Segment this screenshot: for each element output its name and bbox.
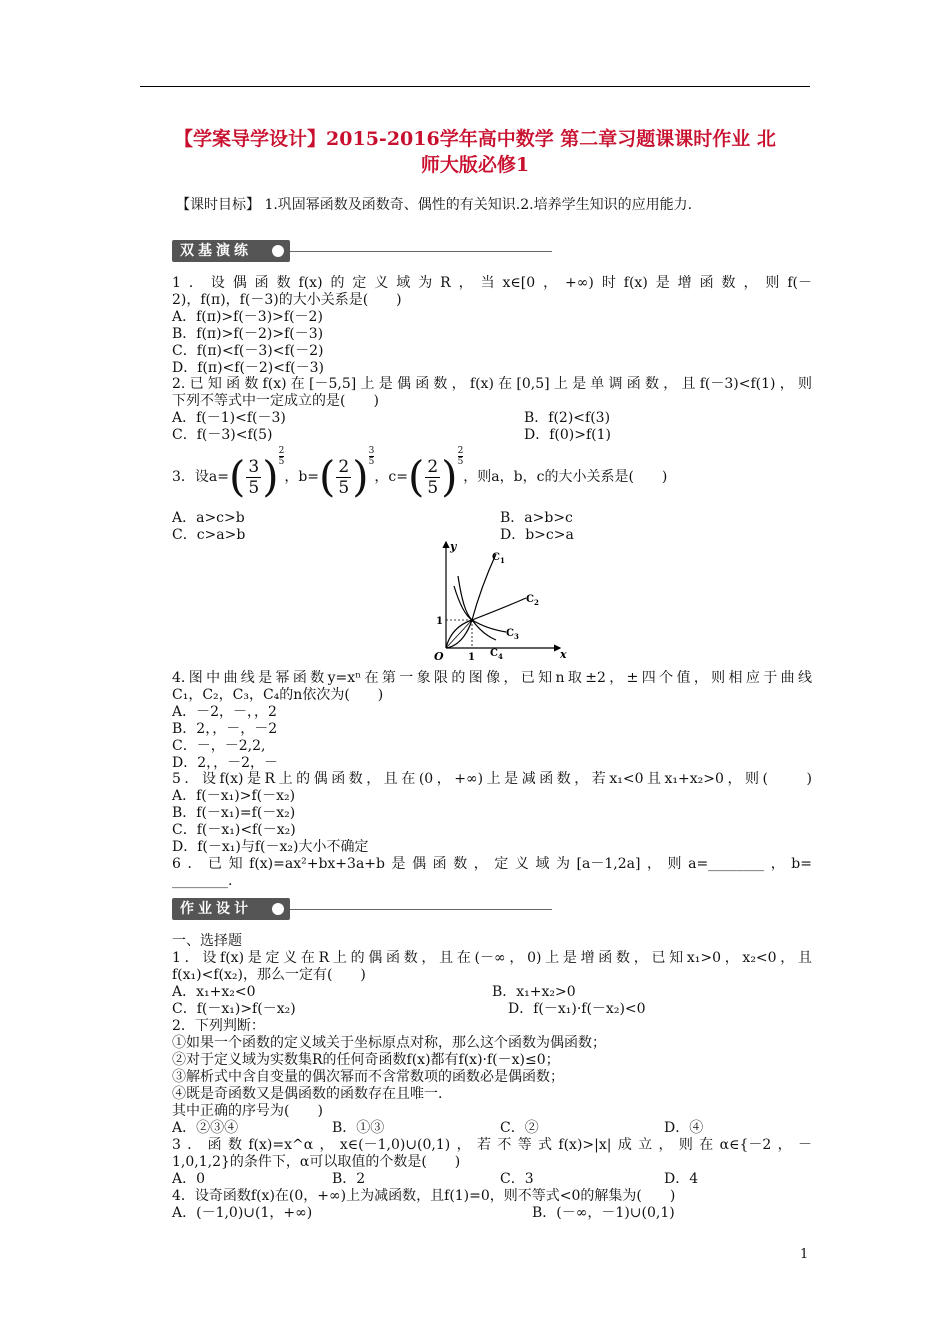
h4-option-a: A．(－1,0)∪(1，+∞): [172, 1205, 313, 1221]
h1-options-cd: [172, 1001, 812, 1018]
header-rule: [140, 86, 810, 87]
h2-option-b: B．①③: [332, 1120, 385, 1136]
title-line-1: 【学案导学设计】2015-2016学年高中数学 第二章习题课课时作业 北: [174, 128, 776, 150]
document-title: [140, 126, 810, 178]
q5-stem: 5．设f(x)是R上的偶函数，且在(0，+∞)上是减函数，若x₁<0且x₁+x₂>0，则( ): [172, 771, 812, 787]
q2-line-1: 2.已知函数f(x)在[－5,5]上是偶函数，f(x)在[0,5]上是单调函数，且f(－3)<f(1)，则: [172, 376, 812, 392]
q3-c-exponent: $\frac{2}{5}$: [457, 446, 464, 467]
q4-option-c: C．－，－2,2,: [172, 738, 266, 754]
q1-option-a: A．f(π)>f(－3)>f(－2): [172, 309, 323, 325]
q3-stem: 3．设a=( $\frac{3}{5}$ ) $\frac{2}{5}$，b=( $\frac{2}{5}$ ) $\frac{3}{5}$，c=( $\frac{2}{5}$ ) $\frac{2}{5}$，则a，b，c的大小关系是( ): [172, 446, 668, 501]
y-one-label: 1: [436, 616, 443, 627]
q2-options-cd: [172, 427, 812, 444]
h2-option-c: C．②: [500, 1120, 539, 1136]
q3-a-fraction: $\frac{3}{5}$: [248, 456, 260, 498]
q1-option-b: B．f(π)>f(－2)>f(－3): [172, 326, 324, 342]
q5-option-b: B．f(－x₁)=f(－x₂): [172, 805, 296, 821]
q4-line-2: C₁，C₂，C₃，C₄的n依次为( ): [172, 687, 384, 703]
q3-option-d: D．b>c>a: [500, 527, 574, 543]
q4-option-b: B．2，，－，－2: [172, 721, 278, 737]
h1-option-b: B．x₁+x₂>0: [492, 984, 576, 1000]
section-badge: 双基演练: [172, 240, 290, 262]
y-axis-label: y: [450, 540, 457, 553]
q1-option-c: C．f(π)<f(－3)<f(－2): [172, 343, 324, 359]
c4-label: $C_4$: [490, 648, 503, 661]
x-one-label: 1: [468, 652, 475, 662]
q3-a-exponent: $\frac{2}{5}$: [278, 446, 285, 467]
h1-line-2: f(x₁)<f(x₂)，那么一定有( ): [172, 967, 366, 983]
h3-option-c: C．3: [500, 1171, 534, 1187]
q4-line-1: 4.图中曲线是幂函数y=xⁿ在第一象限的图像，已知n取±2，±四个值，则相应于曲线: [172, 670, 812, 686]
q5-option-d: D．f(－x₁)与f(－x₂)大小不确定: [172, 839, 369, 855]
h3-options: [172, 1171, 812, 1188]
h2-option-d: D．④: [664, 1120, 704, 1136]
h1-option-c: C．f(－x₁)>f(－x₂): [172, 1001, 296, 1017]
h2-option-a: A．②③④: [172, 1120, 239, 1136]
line-y-equals-x: [446, 620, 472, 648]
h4-option-b: B．(－∞，－1)∪(0,1): [532, 1205, 675, 1221]
q3-options-ab: [172, 510, 812, 527]
h4-options-ab: [172, 1205, 812, 1222]
c3-label: $C_3$: [506, 628, 519, 641]
q1-option-d: D．f(π)<f(－2)<f(－3): [172, 360, 325, 376]
q3-b-fraction: $\frac{2}{5}$: [338, 456, 350, 498]
c1-label: $C_1$: [492, 552, 505, 565]
q5-option-c: C．f(－x₁)<f(－x₂): [172, 822, 296, 838]
section-rule: [290, 251, 552, 252]
q3-option-c: C．c>a>b: [172, 527, 246, 543]
q6-line-2: ________.: [172, 873, 233, 889]
q6-line-1: 6．已知f(x)=ax²+bx+3a+b是偶函数，定义域为[a－1,2a]，则a=________，b=: [172, 856, 812, 872]
h4-stem: 4．设奇函数f(x)在(0，+∞)上为减函数，且f(1)=0，则不等式<0的解集为( ): [172, 1188, 676, 1204]
h3-option-a: A．0: [172, 1171, 206, 1187]
h2-statement-2: ②对于定义域为实数集R的任何奇函数f(x)都有f(x)·f(－x)≤0；: [172, 1052, 560, 1068]
h2-statement-1: ①如果一个函数的定义域关于坐标原点对称，那么这个函数为偶函数；: [172, 1035, 606, 1051]
h2-stem: 2．下列判断：: [172, 1018, 265, 1034]
q4-option-a: A．－2，－，，2: [172, 704, 277, 720]
h2-options: [172, 1120, 812, 1137]
curve-c4: [458, 576, 496, 640]
h2-question: 其中正确的序号为( ): [172, 1103, 323, 1119]
power-function-graph: [420, 536, 570, 662]
h3-line-1: 3．函数f(x)=x^α，x∈(－1,0)∪(0,1)，若不等式f(x)>|x|成立，则在α∈{－2，－: [172, 1137, 812, 1153]
h1-options-ab: [172, 984, 812, 1001]
q1-line-1: 1．设偶函数f(x)的定义域为R，当x∈[0，+∞)时f(x)是增函数，则f(－: [172, 275, 812, 291]
objective-text: 【课时目标】 1.巩固幂函数及函数奇、偶性的有关知识.2.培养学生知识的应用能力.: [176, 197, 693, 213]
origin-label: O: [434, 650, 444, 662]
q3-option-a: A．a>c>b: [172, 510, 245, 526]
h1-line-1: 1．设f(x)是定义在R上的偶函数，且在(－∞，0)上是增函数，已知x₁>0，x₂<0，且: [172, 950, 812, 966]
section-dot-icon: [272, 245, 284, 257]
q1-line-2: 2)，f(π)，f(－3)的大小关系是( ): [172, 292, 402, 308]
section-badge: 作业设计: [172, 898, 290, 920]
h1-option-d: D．f(－x₁)·f(－x₂)<0: [508, 1001, 646, 1017]
q2-option-c: C．f(－3)<f(5): [172, 427, 273, 443]
page-number: 1: [800, 1247, 809, 1262]
h2-statement-4: ④既是奇函数又是偶函数的函数存在且唯一.: [172, 1086, 443, 1102]
x-axis-label: x: [560, 648, 567, 661]
h1-option-a: A．x₁+x₂<0: [172, 984, 256, 1000]
h2-statement-3: ③解析式中含自变量的偶次幂而不含常数项的函数必是偶函数；: [172, 1069, 564, 1085]
q3-c-fraction: $\frac{2}{5}$: [427, 456, 439, 498]
h3-option-d: D．4: [664, 1171, 699, 1187]
q2-line-2: 下列不等式中一定成立的是( ): [172, 393, 379, 409]
q5-option-a: A．f(－x₁)>f(－x₂): [172, 788, 296, 804]
title-line-2: 师大版必修1: [420, 154, 530, 176]
section-dot-icon: [272, 903, 284, 915]
q3-option-b: B．a>b>c: [500, 510, 573, 526]
q3-b-exponent: $\frac{3}{5}$: [368, 446, 375, 467]
part-heading: 一、选择题: [172, 933, 242, 949]
h3-line-2: 1,0,1,2}的条件下，α可以取值的个数是( ): [172, 1154, 461, 1170]
q2-option-d: D．f(0)>f(1): [524, 427, 611, 443]
q2-option-b: B．f(2)<f(3): [524, 410, 611, 426]
h3-option-b: B．2: [332, 1171, 366, 1187]
curve-c1: [446, 554, 496, 648]
q2-options-ab: [172, 410, 812, 427]
q2-option-a: A．f(－1)<f(－3): [172, 410, 286, 426]
q4-option-d: D．2，，－2，－: [172, 755, 279, 771]
c2-label: $C_2$: [526, 594, 539, 607]
section-rule: [290, 909, 552, 910]
